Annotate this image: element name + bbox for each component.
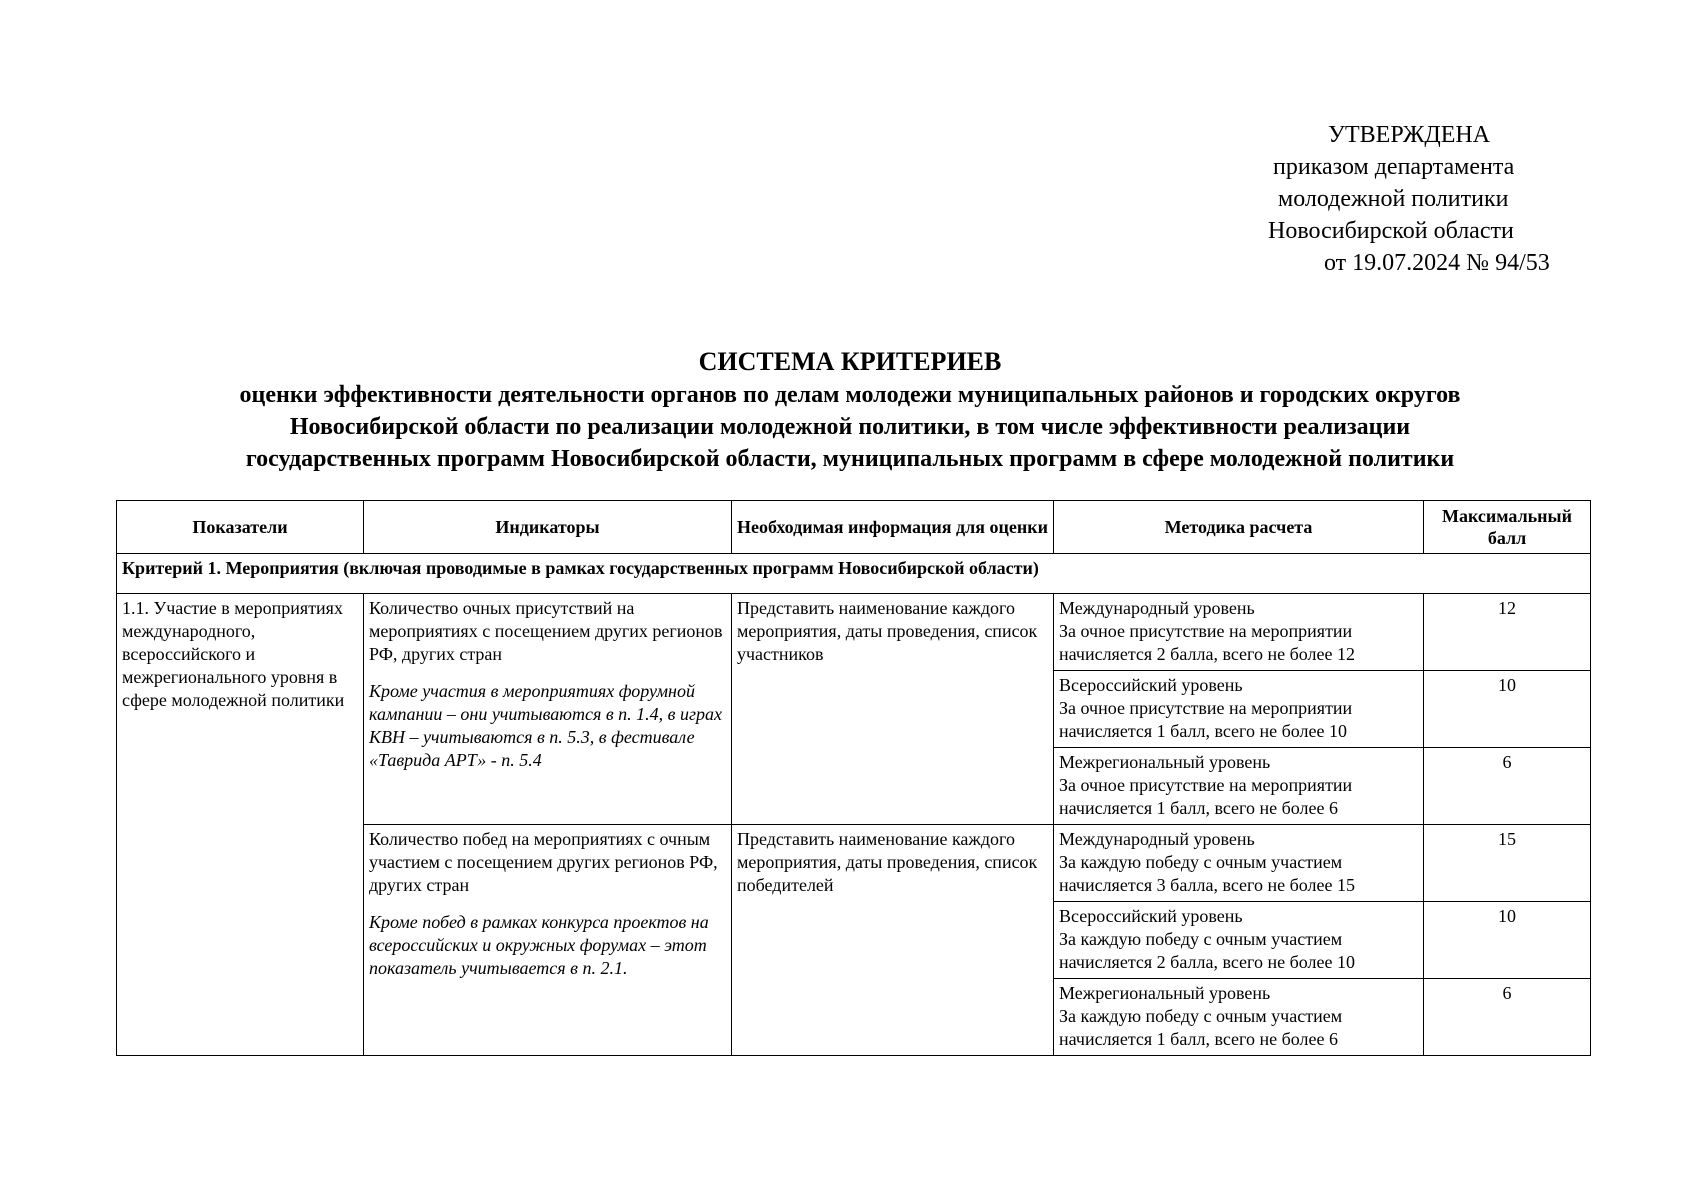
group-a-level-1 xyxy=(1054,594,1424,671)
level-name: Всероссийский уровень xyxy=(1059,906,1243,926)
group-b-indicator-cell xyxy=(364,825,732,1056)
group-b-level-3 xyxy=(1054,979,1424,1056)
group-a-score-1: 12 xyxy=(1424,594,1591,671)
group-a-note: Кроме участия в мероприятиях форумной кампании – они учитываются в п. 1.4, в играх КВН – учитываются в п. 5.3, в фестивале «Таврида АРТ» - п. 5.4 xyxy=(369,681,722,770)
criteria-table xyxy=(116,500,1591,1056)
level-text: За каждую победу с очным участием начисляется 2 балла, всего не более 10 xyxy=(1059,929,1355,972)
approval-stamp xyxy=(1268,119,1608,279)
header-max-score: Максимальный балл xyxy=(1424,501,1591,554)
criterion-1: Критерий 1. Мероприятия (включая проводимые в рамках государственных программ Новосибирской области) xyxy=(117,554,1591,594)
header-indicators: Показатели xyxy=(117,501,364,554)
document-title xyxy=(100,345,1600,475)
level-name: Всероссийский уровень xyxy=(1059,675,1243,695)
item-1-1: 1.1. Участие в мероприятиях международного, всероссийского и межрегионального уровня в сфере молодежной политики xyxy=(117,594,364,1056)
approval-line-5: от 19.07.2024 № 94/53 xyxy=(1324,250,1550,276)
approval-line-3: молодежной политики xyxy=(1278,186,1509,212)
title-line-3: государственных программ Новосибирской области, муниципальных программ в сфере молодежной политики xyxy=(245,446,1455,472)
approval-line-1: УТВЕРЖДЕНА xyxy=(1328,122,1491,148)
level-text: За очное присутствие на мероприятии начисляется 1 балл, всего не более 6 xyxy=(1059,775,1353,818)
group-b-score-1: 15 xyxy=(1424,825,1591,902)
group-b-indicator: Количество побед на мероприятиях с очным участием с посещением других регионов РФ, других стран xyxy=(369,829,718,895)
group-b-score-3: 6 xyxy=(1424,979,1591,1056)
group-a-indicator-cell xyxy=(364,594,732,825)
group-a-score-2: 10 xyxy=(1424,671,1591,748)
title-line-1: оценки эффективности деятельности органов по делам молодежи муниципальных районов и городских округов xyxy=(239,382,1461,408)
level-text: За очное присутствие на мероприятии начисляется 1 балл, всего не более 10 xyxy=(1059,698,1353,741)
level-name: Межрегиональный уровень xyxy=(1059,983,1271,1003)
header-sub-indicators: Индикаторы xyxy=(364,501,732,554)
group-b-level-1 xyxy=(1054,825,1424,902)
level-text: За каждую победу с очным участием начисляется 1 балл, всего не более 6 xyxy=(1059,1006,1343,1049)
approval-line-4: Новосибирской области xyxy=(1268,218,1514,244)
level-text: За каждую победу с очным участием начисляется 3 балла, всего не более 15 xyxy=(1059,852,1355,895)
approval-line-2: приказом департамента xyxy=(1273,154,1515,180)
level-text: За очное присутствие на мероприятии начисляется 2 балла, всего не более 12 xyxy=(1059,621,1355,664)
group-b-info: Представить наименование каждого мероприятия, даты проведения, список победителей xyxy=(732,825,1054,1056)
table-row xyxy=(117,594,1591,671)
group-a-indicator: Количество очных присутствий на мероприятиях с посещением других регионов РФ, других стран xyxy=(369,598,723,664)
group-b-score-2: 10 xyxy=(1424,902,1591,979)
group-b-note: Кроме побед в рамках конкурса проектов на всероссийских и окружных форумах – этот показатель учитывается в п. 2.1. xyxy=(369,912,709,978)
group-a-score-3: 6 xyxy=(1424,748,1591,825)
title-line-2: Новосибирской области по реализации молодежной политики, в том числе эффективности реализации xyxy=(289,414,1411,440)
group-a-level-3 xyxy=(1054,748,1424,825)
level-name: Международный уровень xyxy=(1059,829,1255,849)
table-header-row xyxy=(117,501,1591,554)
header-info: Необходимая информация для оценки xyxy=(732,501,1054,554)
level-name: Международный уровень xyxy=(1059,598,1255,618)
group-a-info: Представить наименование каждого мероприятия, даты проведения, список участников xyxy=(732,594,1054,825)
criterion-row xyxy=(117,554,1591,594)
title-main: СИСТЕМА КРИТЕРИЕВ xyxy=(698,347,1002,376)
level-name: Межрегиональный уровень xyxy=(1059,752,1271,772)
header-method: Методика расчета xyxy=(1054,501,1424,554)
group-b-level-2 xyxy=(1054,902,1424,979)
group-a-level-2 xyxy=(1054,671,1424,748)
